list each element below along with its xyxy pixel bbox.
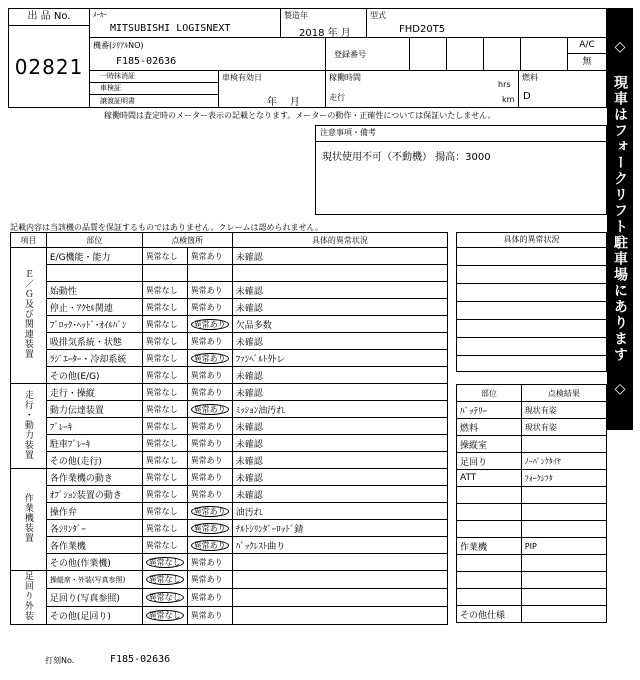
abnormal-label: 異常あり [190,489,223,499]
inspection-label: 車検有効日 [222,73,262,82]
result-col-result: 点検結果 [521,385,606,402]
lot-no: 02821 [14,54,84,79]
table-row [11,265,448,282]
ac-label-cell [567,37,607,54]
group-label-text: Ｅ／Ｇ及び関連装置 [22,269,33,359]
abnormal-cell [187,418,232,435]
normal-label: 異常なし [145,285,178,295]
abnormal-label: 異常あり [190,611,223,620]
normal-label: 異常なし [145,370,178,380]
cert3-label: 譲渡証明書 [100,97,135,105]
table-row [11,316,448,333]
table-row [11,401,448,418]
abnormal-cell [187,316,232,333]
abnormal-cell [187,486,232,503]
normal-cell [142,316,187,333]
result-value [521,572,606,589]
table-row [11,418,448,435]
right-detail-box [456,232,607,372]
status-cell: 未確認 [232,282,447,299]
table-row [11,520,448,537]
fuel-cell [518,70,607,108]
status-cell: 未確認 [232,469,447,486]
part-cell: その他(E/G) [46,367,142,384]
result-part [457,487,522,504]
disclaimer: 記載内容は当該機の品質を保証するものではありません。クレームは認められません。 [10,223,323,232]
result-row [457,555,607,572]
result-row [457,487,607,504]
result-value [521,504,606,521]
result-value: ﾉｰﾊﾟﾝｸﾀｲﾔ [521,453,606,470]
normal-label: 異常なし [145,353,178,363]
normal-label: 異常なし [146,592,184,603]
normal-cell [142,537,187,554]
abnormal-cell [187,384,232,401]
status-cell [232,265,447,282]
stamp-label: 打刻No. [45,656,75,665]
maker-value: MITSUBISHI LOGISNEXT [110,23,231,34]
status-cell: ﾁﾙﾄｼﾘﾝﾀﾞｰﾛｯﾄﾞ錆 [232,520,447,537]
normal-cell [142,350,187,367]
result-part: 作業機 [457,538,522,555]
abnormal-label: 異常あり [190,336,223,346]
part-cell: 動力伝達装置 [46,401,142,418]
part-cell: ﾌﾞﾛｯｸ･ﾍｯﾄﾞ･ｵｲﾙﾊﾟﾝ [46,316,142,333]
group-label-text: 作業機装置 [22,493,33,543]
ac-value: 無 [582,57,592,67]
normal-cell [142,469,187,486]
result-row [457,538,607,555]
status-cell: 未確認 [232,367,447,384]
hours-unit: hrs [498,80,511,89]
fuel-label: 燃料 [522,73,538,82]
part-cell: 駐車ﾌﾞﾚｰｷ [46,435,142,452]
abnormal-cell [187,282,232,299]
part-cell: 操作弁 [46,503,142,520]
result-row [457,504,607,521]
table-row [11,384,448,401]
normal-cell [142,554,187,571]
normal-cell [142,486,187,503]
table-row [11,589,448,607]
reg-box-4 [520,37,568,71]
normal-label: 異常なし [145,404,178,414]
lot-no-label-box [8,8,90,26]
result-row [457,521,607,538]
remarks-label: 注意事項・備考 [316,126,606,142]
abnormal-cell [187,367,232,384]
part-cell [46,265,142,282]
result-value: 現状有姿 [521,402,606,419]
normal-label: 異常なし [146,610,184,621]
normal-label: 異常なし [145,251,178,261]
normal-label: 異常なし [145,506,178,516]
abnormal-cell [187,503,232,520]
part-cell: 操縦席・外装(写真参照) [46,571,142,589]
result-value [521,487,606,504]
normal-cell [142,401,187,418]
abnormal-cell [187,607,232,625]
run-label: 走行 [329,93,345,102]
part-cell: 各ｼﾘﾝﾀﾞｰ [46,520,142,537]
status-cell [232,607,447,625]
year-label: 製造年 [284,11,308,20]
group-label [11,248,47,384]
model-cell [366,8,607,38]
result-part [457,589,522,606]
abnormal-label: 異常あり [191,540,229,551]
cert2-label: 車検証 [100,84,121,92]
abnormal-label: 異常あり [190,302,223,312]
abnormal-label: 異常あり [190,575,223,584]
abnormal-cell [187,265,232,282]
normal-label: 異常なし [145,302,178,312]
part-cell: ｵﾌﾟｼｮﾝ装置の動き [46,486,142,503]
result-part: 燃料 [457,419,522,436]
inspection-cell [218,70,326,108]
abnormal-cell [187,589,232,607]
normal-label: 異常なし [145,336,178,346]
abnormal-label: 異常あり [191,319,229,330]
abnormal-label: 異常あり [191,404,229,415]
group-label-text: 足回り外装 [22,571,33,621]
normal-cell [142,607,187,625]
part-cell: 足回り(写真参照) [46,589,142,607]
part-cell: 各作業機の動き [46,469,142,486]
status-cell: 未確認 [232,248,447,265]
status-cell [232,571,447,589]
normal-cell [142,503,187,520]
result-row [457,606,607,623]
abnormal-label: 異常あり [191,523,229,534]
result-row [457,402,607,419]
hours-label: 稼働時間 [329,73,361,82]
result-row [457,572,607,589]
model-label: 型式 [370,11,386,20]
table-row [11,299,448,316]
table-row [11,248,448,265]
model-value: FHD20T5 [399,24,446,35]
normal-label: 異常なし [145,387,178,397]
status-cell: 未確認 [232,418,447,435]
table-row [11,367,448,384]
reg-box-2 [446,37,484,71]
abnormal-cell [187,333,232,350]
status-cell: 未確認 [232,333,447,350]
status-cell [232,554,447,571]
status-cell: 欠品多数 [232,316,447,333]
part-cell: その他(足回り) [46,607,142,625]
maker-label: ﾒｰｶｰ [93,11,107,19]
status-cell: 未確認 [232,435,447,452]
table-row [11,554,448,571]
result-value [521,606,606,623]
inspection-table-header [11,233,448,248]
abnormal-cell [187,520,232,537]
result-row [457,470,607,487]
status-cell: 未確認 [232,299,447,316]
result-value [521,589,606,606]
normal-cell [142,452,187,469]
result-part: ﾊﾞｯﾃﾘｰ [457,402,522,419]
group-label-text: 走行・動力装置 [22,389,33,460]
abnormal-cell [187,350,232,367]
col-item: 項目 [11,233,47,248]
abnormal-cell [187,452,232,469]
lot-no-box [8,25,90,108]
lot-no-label: 出 品 No. [27,11,71,22]
result-table [456,384,607,623]
abnormal-label: 異常あり [190,455,223,465]
status-cell: ﾌｧﾝﾍﾞﾙﾄ外レ [232,350,447,367]
abnormal-label: 異常あり [190,285,223,295]
abnormal-cell [187,554,232,571]
reg-label: 登録番号 [334,50,366,59]
normal-label: 異常なし [146,574,184,585]
group-label [11,571,47,625]
abnormal-cell [187,571,232,589]
result-row [457,589,607,606]
normal-label: 異常なし [145,540,178,550]
reg-box-3 [483,37,521,71]
abnormal-label: 異常あり [191,353,229,364]
part-cell: 吸排気系統・状態 [46,333,142,350]
part-cell: その他(作業機) [46,554,142,571]
status-cell [232,589,447,607]
result-part [457,521,522,538]
year-cell [280,8,367,38]
status-cell: ﾊﾞｯｸﾚｽﾄ曲り [232,537,447,554]
normal-label: 異常なし [145,438,178,448]
normal-cell [142,299,187,316]
normal-label: 異常なし [146,557,184,568]
normal-label: 異常なし [145,421,178,431]
table-row [11,607,448,625]
part-cell: ﾌﾞﾚｰｷ [46,418,142,435]
inspection-value: 年 月 [267,97,300,108]
result-part [457,555,522,572]
serial-cell [89,37,326,71]
normal-cell [142,520,187,537]
reg-cell [325,37,410,71]
part-cell: その他(走行) [46,452,142,469]
normal-cell [142,435,187,452]
abnormal-label: 異常あり [190,472,223,482]
abnormal-label: 異常あり [190,251,223,261]
cert3-cell [89,94,219,108]
normal-cell [142,384,187,401]
abnormal-label: 異常あり [190,421,223,431]
normal-cell [142,248,187,265]
table-row [11,537,448,554]
right-detail-header: 具体的異常状況 [457,233,606,248]
maker-cell [89,8,281,38]
group-label [11,384,47,469]
abnormal-label: 異常あり [191,506,229,517]
abnormal-label: 異常あり [190,557,223,567]
abnormal-cell [187,469,232,486]
result-part: ATT [457,470,522,487]
status-cell: 未確認 [232,452,447,469]
fuel-value: D [523,91,531,102]
result-value [521,555,606,572]
hours-note: 稼働時間は査定時のメーター表示の記載となります。メーターの動作・正確性については保証いたしません。 [104,111,496,120]
part-cell: 走行・操縦 [46,384,142,401]
part-cell: ﾗｼﾞｴｰﾀｰ・冷却系統 [46,350,142,367]
abnormal-label: 異常あり [190,387,223,397]
result-value: ﾌｫｰｸｼﾌﾀ [521,470,606,487]
side-banner: ◇ 現車はフォークリフト駐車場にあります ◇ [607,8,633,430]
abnormal-label: 異常あり [190,370,223,380]
km-unit: km [502,95,515,104]
col-detail: 具体的異常状況 [232,233,447,248]
result-part [457,504,522,521]
abnormal-label: 異常あり [190,593,223,602]
result-table-header [457,385,607,402]
table-row [11,282,448,299]
result-value [521,521,606,538]
result-part: その他仕様 [457,606,522,623]
abnormal-cell [187,299,232,316]
result-row [457,436,607,453]
table-row [11,486,448,503]
result-row [457,419,607,436]
result-part: 操縦室 [457,436,522,453]
year-value: 2018 年 月 [299,28,351,39]
col-part: 部位 [46,233,142,248]
remarks-box [315,125,607,215]
normal-label: 異常なし [145,523,178,533]
part-cell: E/G機能・能力 [46,248,142,265]
table-row [11,503,448,520]
serial-value: F185-02636 [116,56,177,67]
status-cell: 未確認 [232,486,447,503]
normal-label: 異常なし [145,489,178,499]
abnormal-cell [187,248,232,265]
table-row [11,350,448,367]
normal-cell [142,589,187,607]
table-row [11,435,448,452]
reg-box-1 [409,37,447,71]
normal-cell [142,265,187,282]
abnormal-label: 異常あり [190,438,223,448]
status-cell: ﾐｯｼｮﾝ油汚れ [232,401,447,418]
ac-label: A/C [579,40,595,50]
abnormal-cell [187,435,232,452]
inspection-table [10,232,448,625]
result-value: 現状有姿 [521,419,606,436]
abnormal-cell [187,401,232,418]
result-value [521,436,606,453]
normal-cell [142,333,187,350]
hours-cell [325,70,519,108]
ac-value-cell [567,53,607,71]
part-cell: 各作業機 [46,537,142,554]
part-cell: 停止・ｱｸｾﾙ関連 [46,299,142,316]
normal-cell [142,418,187,435]
result-value: PIP [521,538,606,555]
normal-label: 異常なし [145,319,178,329]
normal-cell [142,571,187,589]
result-part [457,572,522,589]
abnormal-cell [187,537,232,554]
status-cell: 未確認 [232,384,447,401]
normal-cell [142,282,187,299]
col-check: 点検箇所 [142,233,232,248]
normal-label: 異常なし [145,472,178,482]
serial-label: 機番(ｼﾘｱﾙNO) [93,41,144,50]
table-row [11,333,448,350]
normal-label: 異常なし [145,455,178,465]
table-row [11,469,448,486]
table-row [11,452,448,469]
status-cell: 油汚れ [232,503,447,520]
part-cell: 始動性 [46,282,142,299]
normal-cell [142,367,187,384]
cert1-label: 一時抹消証 [100,72,135,80]
table-row [11,571,448,589]
result-part: 足回り [457,453,522,470]
remarks-text: 現状使用不可（不動機） 揚高：3000 [322,152,491,163]
group-label [11,469,47,571]
result-row [457,453,607,470]
stamp-value: F185-02636 [110,654,171,665]
result-col-part: 部位 [457,385,522,402]
